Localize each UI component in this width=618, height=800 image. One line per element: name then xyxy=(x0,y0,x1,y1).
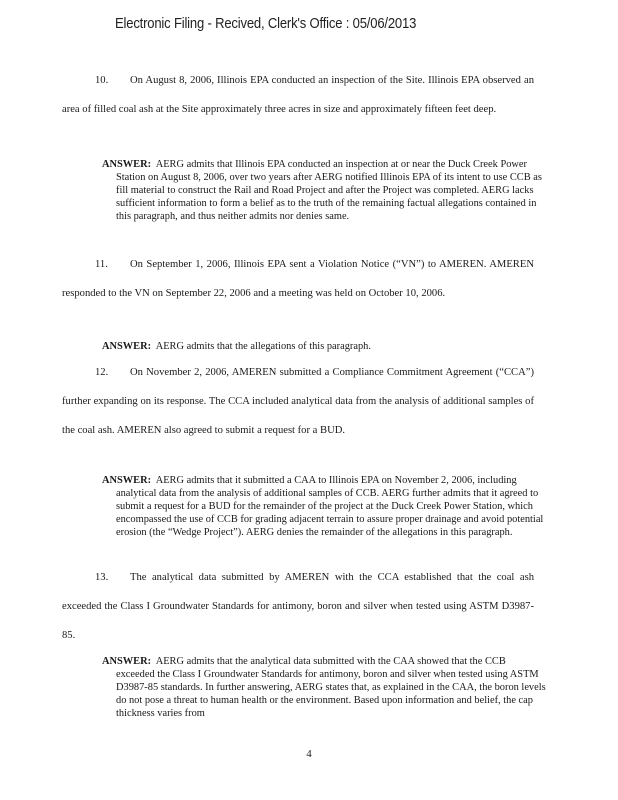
answer-label: ANSWER: xyxy=(102,475,152,486)
answer-13 xyxy=(102,655,546,720)
page-number: 4 xyxy=(306,748,312,760)
paragraph-text: The analytical data submitted by AMEREN with the CCA established that the coal ash exceeded the Class I Groundwater Standards for antimony, boron and silver when tested using ASTM D3987-85. xyxy=(62,572,534,641)
answer-text: AERG admits that the allegations of this paragraph. xyxy=(155,341,371,352)
paragraph-number: 11. xyxy=(95,259,108,270)
paragraph-number: 12. xyxy=(95,367,109,378)
answer-label: ANSWER: xyxy=(102,159,152,170)
answer-text: AERG admits that it submitted a CAA to Illinois EPA on November 2, 2006, including analytical data from the analysis of additional samples of CCB. AERG further admits that it agreed to submit a request for a BUD for the remainder of the project at the Duck Creek Power Station, which encompassed the use of CCB for grading adjacent terrain to assure proper drainage and avoid potential erosion (the “Wedge Project”). AERG denies the remainder of the allegations in this paragraph. xyxy=(116,475,544,538)
paragraph-text: On August 8, 2006, Illinois EPA conducted an inspection of the Site. Illinois EPA observed an area of filled coal ash at the Site approximately three acres in size and approximately fifteen feet deep. xyxy=(62,75,534,115)
answer-label: ANSWER: xyxy=(102,341,152,352)
paragraph-number: 13. xyxy=(95,572,109,583)
answer-12 xyxy=(102,474,546,539)
paragraph-text: On September 1, 2006, Illinois EPA sent a Violation Notice (“VN”) to AMEREN. AMEREN responded to the VN on September 22, 2006 and a meeting was held on October 10, 2006. xyxy=(62,259,534,299)
answer-label: ANSWER: xyxy=(102,656,152,667)
answer-text: AERG admits that the analytical data submitted with the CAA showed that the CCB exceeded the Class I Groundwater Standards for antimony, boron and silver when tested using ASTM D3987-85 standards. In further answering, AERG states that, as explained in the CAA, the boron levels do not pose a threat to human health or the environment. Based upon information and belief, the cap thickness varies from xyxy=(116,656,546,719)
paragraph-number: 10. xyxy=(95,75,109,86)
paragraph-11 xyxy=(62,250,534,308)
paragraph-13 xyxy=(62,563,534,650)
paragraph-10 xyxy=(62,66,534,124)
answer-11 xyxy=(102,340,546,353)
paragraph-12 xyxy=(62,358,534,445)
filing-stamp: Electronic Filing - Recived, Clerk's Office : 05/06/2013 xyxy=(115,16,417,32)
answer-text: AERG admits that Illinois EPA conducted an inspection at or near the Duck Creek Power Station on August 8, 2006, over two years after AERG notified Illinois EPA of its intent to use CCB as fill material to construct the Rail and Road Project and after the Project was completed. AERG lacks sufficient information to form a belief as to the truth of the remaining factual allegations contained in this paragraph, and thus neither admits nor denies same. xyxy=(116,159,542,222)
paragraph-text: On November 2, 2006, AMEREN submitted a Compliance Commitment Agreement (“CCA”) further expanding on its response. The CCA included analytical data from the analysis of additional samples of the coal ash. AMEREN also agreed to submit a request for a BUD. xyxy=(62,367,534,436)
answer-10 xyxy=(102,158,546,223)
